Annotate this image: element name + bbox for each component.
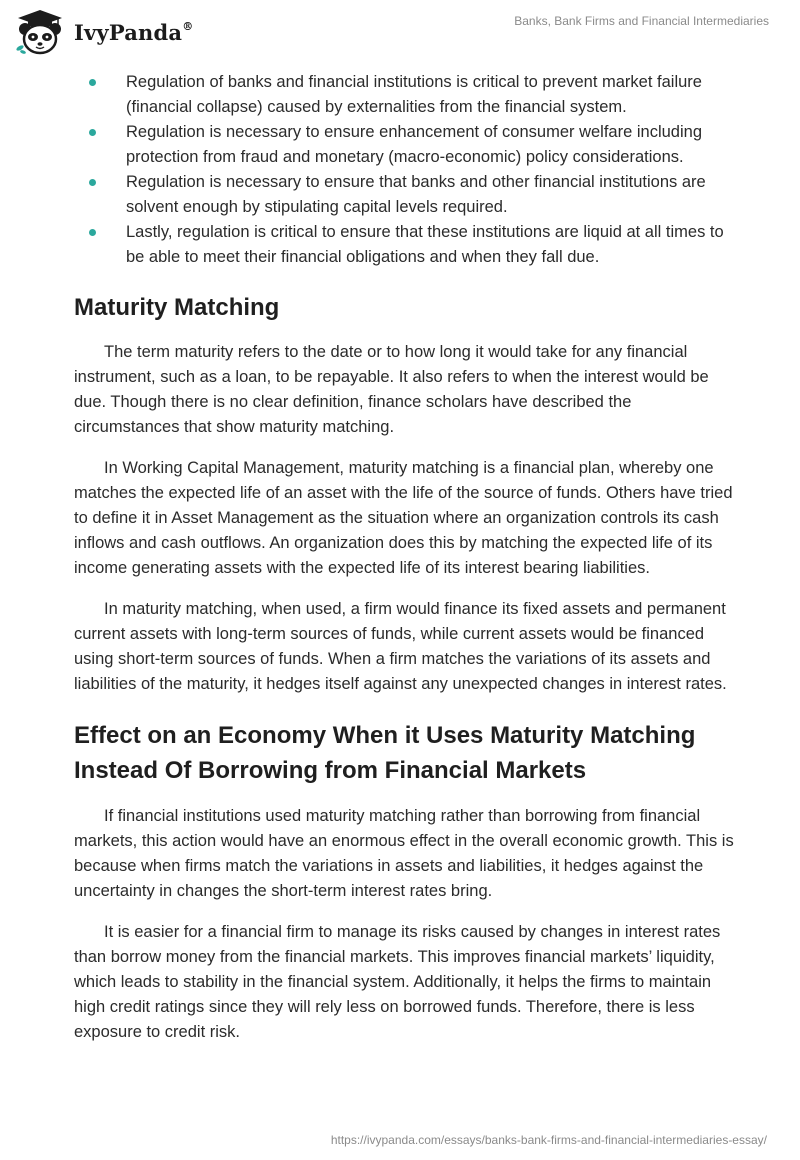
list-item: Regulation of banks and financial institutions is critical to prevent market failure (financial collapse) caused by externalities from the financial system. [74, 70, 734, 120]
paragraph: The term maturity refers to the date or to how long it would take for any financial instrument, such as a loan, to be repayable. It also refers to when the interest would be due. Though there is no clear definition, finance scholars have described the circumstances that show maturity matching. [74, 343, 709, 436]
list-item: Regulation is necessary to ensure that banks and other financial institutions are solvent enough by stipulating capital levels required. [74, 170, 734, 220]
paragraph: If financial institutions used maturity matching rather than borrowing from financial markets, this action would have an enormous effect in the overall economic growth. This is because when firms match the variations in assets and liabilities, it hedges against the uncertainty in changes the short-term interest rates bring. [74, 807, 734, 900]
essay-content [74, 70, 734, 1061]
brand-name: IvyPanda® [74, 19, 194, 45]
paragraph: In Working Capital Management, maturity matching is a financial plan, whereby one matches the expected life of an asset with the life of the source of funds. Others have tried to define it in Asset Management as the situation where an organization controls its cash inflows and cash outflows. An organization does this by matching the expected life of its income generating assets with the expected life of its interest bearing liabilities. [74, 459, 733, 577]
document-title: Banks, Bank Firms and Financial Intermediaries [514, 14, 769, 28]
section-heading-effect-on-economy: Effect on an Economy When it Uses Maturity Matching Instead Of Borrowing from Financial Markets [74, 722, 696, 784]
list-item: Regulation is necessary to ensure enhancement of consumer welfare including protection from fraud and monetary (macro-economic) policy considerations. [74, 120, 734, 170]
brand-logo[interactable] [14, 8, 193, 56]
panda-logo-icon [14, 8, 66, 56]
regulation-list [74, 70, 734, 270]
section-heading-maturity-matching: Maturity Matching [74, 294, 280, 321]
paragraph: It is easier for a financial firm to manage its risks caused by changes in interest rates than borrow money from the financial markets. This improves financial markets’ liquidity, which leads to stability in the financial system. Additionally, it helps the firms to maintain high credit ratings since they will rely less on borrowed funds. Therefore, there is less exposure to credit risk. [74, 923, 721, 1041]
source-url-link[interactable]: https://ivypanda.com/essays/banks-bank-firms-and-financial-intermediaries-essay/ [330, 1133, 767, 1147]
page-header [0, 0, 800, 64]
list-item: Lastly, regulation is critical to ensure that these institutions are liquid at all times to be able to meet their financial obligations and when they fall due. [74, 220, 734, 270]
paragraph: In maturity matching, when used, a firm would finance its fixed assets and permanent current assets with long-term sources of funds, while current assets would be financed using short-term sources of funds. When a firm matches the variations of its assets and liabilities of the maturity, it hedges itself against any unexpected changes in interest rates. [74, 600, 727, 693]
